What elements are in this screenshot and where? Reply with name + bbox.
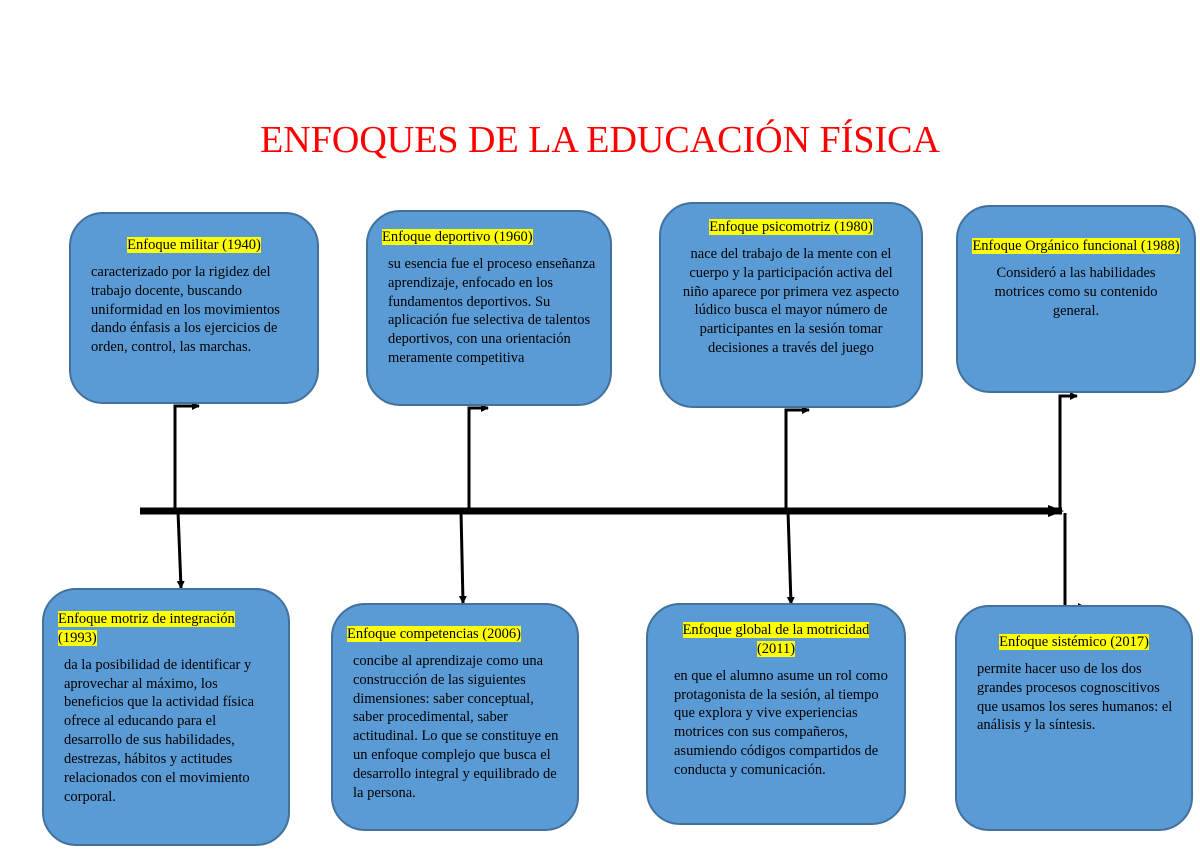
connector-organico [1060,396,1077,511]
connector-militar [175,406,199,511]
card-enfoque-militar [69,212,319,404]
card-heading: Enfoque motriz de integración (1993) [58,611,235,646]
card-text: permite hacer uso de los dos grandes procesos cognoscitivos que usamos los seres humanos: el análisis y la síntesis. [977,660,1173,734]
card-heading: Enfoque sistémico (2017) [999,634,1149,650]
card-text: nace del trabajo de la mente con el cuerpo y la participación activa del niño aparece por primera vez aspecto lúdico busca el mayor número de participantes en la sesión tomar decisiones a través del juego [682,245,900,357]
card-enfoque-deportivo [366,210,612,406]
diagram-title: ENFOQUES DE LA EDUCACIÓN FÍSICA [260,119,940,161]
connector-competencias [461,511,463,603]
card-enfoque-global-motricidad [646,603,906,825]
card-text: da la posibilidad de identificar y aprovechar al máximo, los beneficios que la actividad física ofrece al educando para el desarrollo de sus habilidades, destrezas, hábitos y actitudes relacionados con el movimiento corporal. [64,656,255,805]
card-heading: Enfoque competencias (2006) [347,626,521,642]
card-heading: Enfoque global de la motricidad (2011) [682,622,870,657]
timeline-arrowhead [1048,505,1064,517]
card-enfoque-competencias [331,603,579,831]
connector-global [788,511,791,604]
card-enfoque-organico-funcional [956,205,1196,393]
card-text: caracterizado por la rigidez del trabajo docente, buscando uniformidad en los movimientos dando énfasis a los ejercicios de orden, control, las marchas. [91,263,280,356]
card-heading: Enfoque militar (1940) [127,237,261,253]
connector-deportivo [469,408,488,511]
card-text: Consideró a las habilidades motrices como su contenido general. [994,264,1158,319]
card-enfoque-motriz-integracion [42,588,290,846]
card-text: su esencia fue el proceso enseñanza aprendizaje, enfocado en los fundamentos deportivos. Su aplicación fue selectiva de talentos deportivos, con una orientación meramente competitiva [388,255,596,367]
connector-psicomotriz [786,410,809,511]
card-enfoque-sistemico [955,605,1193,831]
card-enfoque-psicomotriz [659,202,923,408]
card-heading: Enfoque deportivo (1960) [382,229,533,245]
connector-sistemico [1065,513,1085,607]
card-text: en que el alumno asume un rol como protagonista de la sesión, al tiempo que explora y vive experiencias motrices con sus compañeros, asumiendo códigos compartidos de conducta y comunicación. [674,667,888,778]
connector-motriz [178,511,181,588]
card-heading: Enfoque Orgánico funcional (1988) [972,238,1180,254]
card-heading: Enfoque psicomotriz (1980) [709,219,873,235]
card-text: concibe al aprendizaje como una construcción de las siguientes dimensiones: saber conceptual, saber procedimental, saber actitudinal. Lo que se constituye en un enfoque complejo que busca el desarrollo integral y equilibrado de la persona. [353,652,559,801]
